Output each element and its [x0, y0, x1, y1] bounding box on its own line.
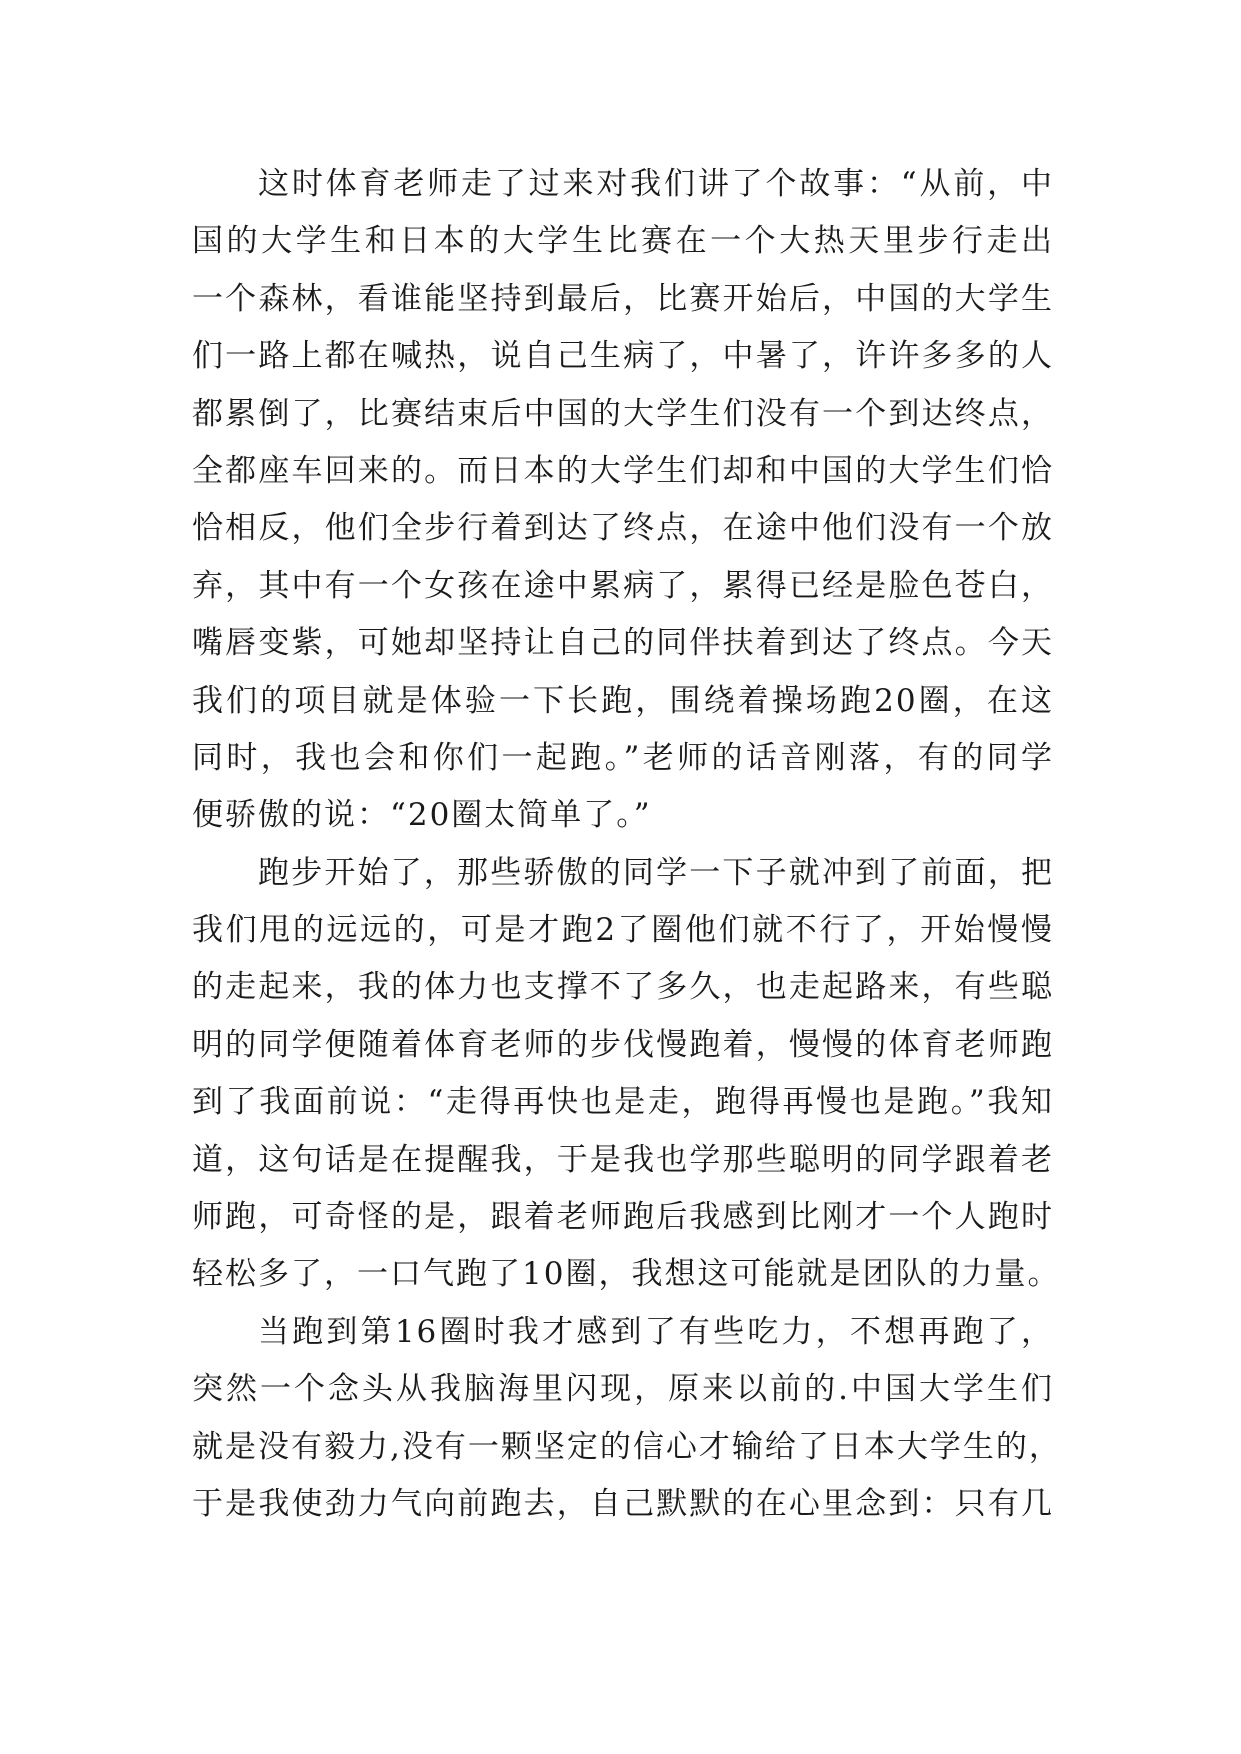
text-line: 师跑，可奇怪的是，跟着老师跑后我感到比刚才一个人跑时 — [192, 1199, 1054, 1236]
text-line: 同时，我也会和你们一起跑。”老师的话音刚落，有的同学 — [192, 739, 1054, 776]
text-line: 突然一个念头从我脑海里闪现，原来以前的.中国大学生们 — [192, 1371, 1054, 1408]
text-line: 便骄傲的说：“20圈太简单了。” — [192, 797, 652, 834]
text-line: 道，这句话是在提醒我，于是我也学那些聪明的同学跟着老 — [192, 1141, 1054, 1178]
text-line: 我们的项目就是体验一下长跑，围绕着操场跑20圈，在这 — [192, 682, 1054, 719]
paragraph — [192, 1304, 1062, 1534]
text-line: 到了我面前说：“走得再快也是走，跑得再慢也是跑。”我知 — [192, 1084, 1054, 1121]
text-line: 国的大学生和日本的大学生比赛在一个大热天里步行走出 — [192, 223, 1054, 260]
body-text — [192, 156, 1062, 1533]
paragraph — [192, 845, 1061, 1304]
paragraph — [192, 156, 1054, 845]
text-line: 弃，其中有一个女孩在途中累病了，累得已经是脸色苍白， — [192, 567, 1054, 604]
text-line: 当跑到第16圈时我才感到了有些吃力，不想再跑了， — [258, 1313, 1054, 1350]
text-line: 的走起来，我的体力也支撑不了多久，也走起路来，有些聪 — [192, 969, 1054, 1006]
text-line: 嘴唇变紫，可她却坚持让自己的同伴扶着到达了终点。今天 — [192, 625, 1054, 662]
text-line: 全都座车回来的。而日本的大学生们却和中国的大学生们恰 — [192, 452, 1054, 489]
text-line: 轻松多了，一口气跑了10圈，我想这可能就是团队的力量。 — [192, 1256, 1061, 1293]
text-line: 就是没有毅力,没有一颗坚定的信心才输给了日本大学生的， — [192, 1428, 1062, 1465]
text-line: 都累倒了，比赛结束后中国的大学生们没有一个到达终点， — [192, 395, 1054, 432]
text-line: 一个森林，看谁能坚持到最后，比赛开始后，中国的大学生 — [192, 280, 1054, 317]
text-line: 跑步开始了，那些骄傲的同学一下子就冲到了前面，把 — [258, 854, 1054, 891]
text-line: 们一路上都在喊热，说自己生病了，中暑了，许许多多的人 — [192, 338, 1054, 375]
text-line: 恰相反，他们全步行着到达了终点，在途中他们没有一个放 — [192, 510, 1054, 547]
text-line: 我们甩的远远的，可是才跑2了圈他们就不行了，开始慢慢 — [192, 912, 1054, 949]
text-line: 这时体育老师走了过来对我们讲了个故事：“从前，中 — [258, 166, 1054, 202]
text-line: 于是我使劲力气向前跑去，自己默默的在心里念到：只有几 — [192, 1485, 1054, 1522]
text-line: 明的同学便随着体育老师的步伐慢跑着，慢慢的体育老师跑 — [192, 1026, 1054, 1063]
